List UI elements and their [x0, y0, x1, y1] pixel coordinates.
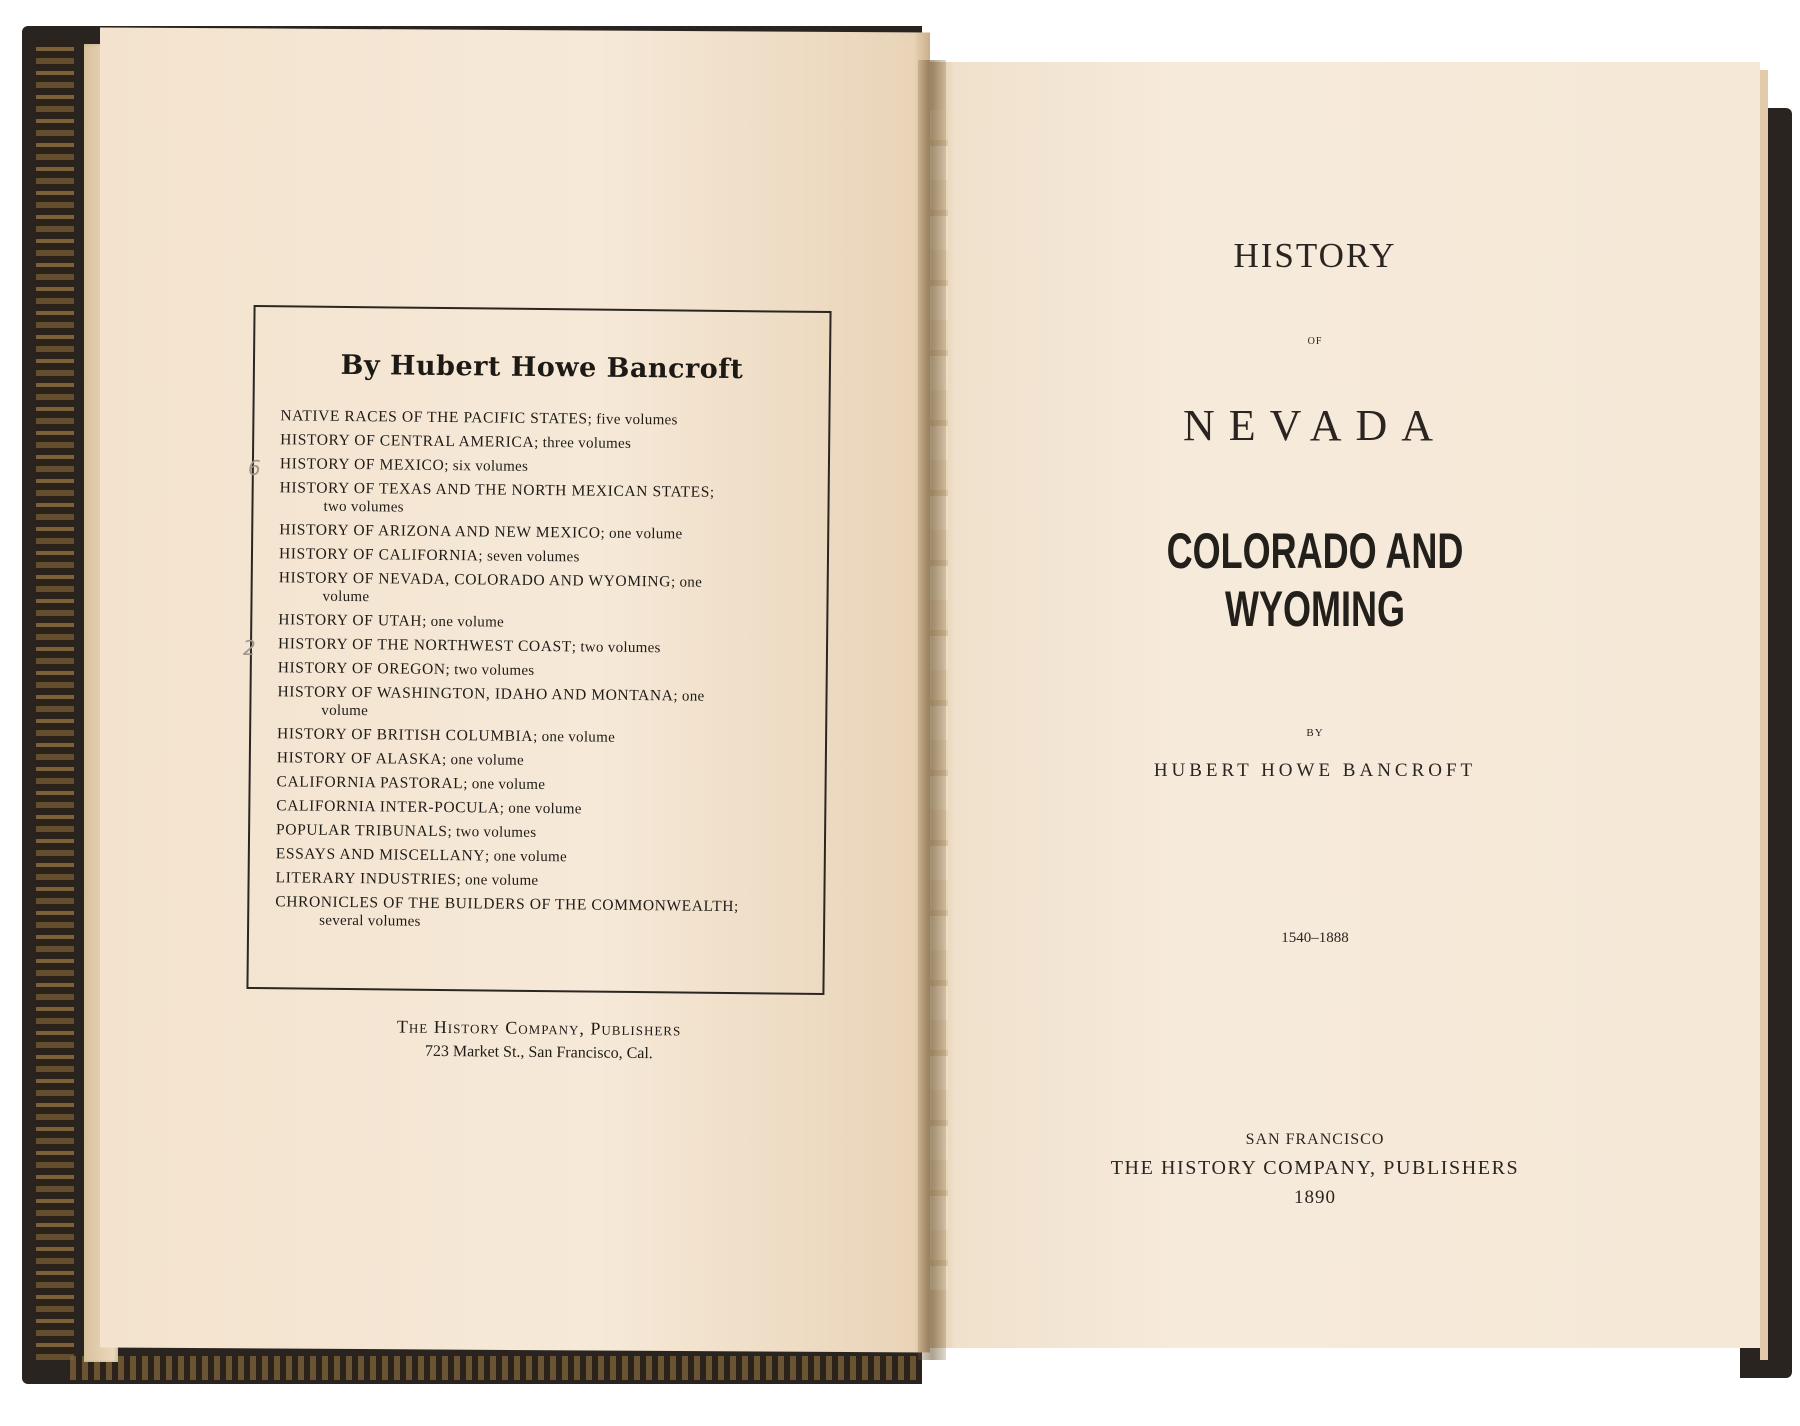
works-list-item — [277, 773, 807, 797]
work-volumes: ; one — [673, 688, 705, 705]
works-list-item — [276, 869, 806, 893]
pencil-mark: 2 — [243, 636, 256, 660]
gilt-spine-border — [36, 40, 74, 1360]
work-volumes: ; three volumes — [534, 434, 632, 452]
work-volumes: ; — [709, 484, 715, 501]
title-by: BY — [1306, 727, 1324, 739]
work-volumes: ; one volume — [485, 848, 568, 866]
work-title: HISTORY OF CENTRAL AMERICA — [280, 431, 535, 451]
work-title: CHRONICLES OF THE BUILDERS OF THE COMMONWEALTH — [275, 893, 735, 916]
right-page-stack — [1760, 70, 1768, 1360]
imprint-publisher: THE HISTORY COMPANY, PUBLISHERS — [1110, 1157, 1520, 1179]
work-title: CALIFORNIA INTER-POCULA — [276, 797, 500, 817]
works-list-item — [280, 455, 810, 479]
work-title: HISTORY OF ARIZONA AND NEW MEXICO — [279, 521, 601, 542]
work-title: LITERARY INDUSTRIES — [275, 869, 457, 889]
work-volumes: ; one volume — [441, 751, 525, 769]
gilt-bottom-border — [70, 1356, 922, 1380]
pencil-mark: 6 — [248, 456, 261, 480]
work-volumes: ; two volumes — [445, 662, 535, 679]
works-list-box — [246, 305, 831, 995]
work-title: NATIVE RACES OF THE PACIFIC STATES — [280, 407, 588, 428]
work-volumes: ; one volume — [422, 613, 505, 631]
work-title: HISTORY OF CALIFORNIA — [278, 545, 479, 565]
works-list-item — [278, 659, 808, 683]
works-list-item — [279, 521, 809, 545]
work-volumes-continued: volume — [322, 588, 370, 606]
works-list-item — [279, 479, 809, 521]
works-list-item — [277, 725, 807, 749]
work-volumes: ; one volume — [456, 872, 539, 890]
book-gutter — [918, 60, 946, 1360]
work-title: CALIFORNIA PASTORAL — [276, 773, 464, 793]
title-author: HUBERT HOWE BANCROFT — [1153, 760, 1477, 781]
title-years: 1540–1888 — [1281, 930, 1349, 946]
imprint-year: 1890 — [1294, 1187, 1336, 1208]
left-publisher-block — [250, 1015, 828, 1065]
title-of: OF — [1307, 336, 1323, 347]
work-title: HISTORY OF TEXAS AND THE NORTH MEXICAN STATES — [279, 479, 711, 501]
works-list-item — [278, 635, 808, 659]
work-title: POPULAR TRIBUNALS — [276, 821, 448, 841]
works-list — [275, 407, 811, 941]
work-volumes-continued: two volumes — [323, 498, 404, 516]
work-volumes: ; one volume — [600, 525, 683, 543]
works-list-item — [278, 569, 808, 611]
work-title: HISTORY OF THE NORTHWEST COAST — [277, 635, 572, 656]
work-volumes: ; one volume — [463, 776, 546, 794]
works-list-item — [280, 407, 810, 431]
work-title: HISTORY OF ALASKA — [276, 749, 443, 768]
work-volumes-continued: volume — [321, 702, 369, 720]
work-title: HISTORY OF NEVADA, COLORADO AND WYOMING — [278, 569, 672, 591]
works-list-item — [280, 431, 810, 455]
work-volumes: ; one volume — [499, 800, 582, 818]
work-volumes: ; two volumes — [447, 824, 537, 841]
works-list-item — [277, 683, 807, 725]
work-title: ESSAYS AND MISCELLANY — [275, 845, 486, 865]
imprint-city: SAN FRANCISCO — [1245, 1131, 1385, 1148]
work-volumes-continued: several volumes — [319, 912, 421, 930]
title-history: HISTORY — [1233, 236, 1397, 275]
works-list-item — [278, 611, 808, 635]
works-list-item — [275, 893, 805, 935]
work-volumes: ; five volumes — [587, 411, 678, 429]
works-list-item — [276, 845, 806, 869]
work-title: HISTORY OF BRITISH COLUMBIA — [277, 725, 534, 745]
work-volumes: ; two volumes — [571, 639, 661, 657]
work-volumes: ; six volumes — [444, 457, 529, 475]
works-list-item — [277, 749, 807, 773]
works-list-item — [276, 821, 806, 845]
title-nevada: NEVADA — [1182, 401, 1448, 450]
work-volumes: ; one — [670, 574, 703, 591]
work-title: HISTORY OF OREGON — [277, 659, 446, 679]
work-volumes: ; seven volumes — [478, 548, 580, 566]
box-title: By Hubert Howe Bancroft — [340, 349, 744, 386]
work-volumes: ; — [734, 899, 739, 916]
work-volumes: ; one volume — [533, 728, 616, 746]
title-colorado-wyoming: COLORADO AND WYOMING — [1166, 523, 1464, 637]
work-title: HISTORY OF MEXICO — [279, 455, 445, 474]
work-title: HISTORY OF UTAH — [278, 611, 423, 630]
works-list-item — [276, 797, 806, 821]
work-title: HISTORY OF WASHINGTON, IDAHO AND MONTANA — [277, 683, 674, 705]
left-publisher-address: 723 Market St., San Francisco, Cal. — [424, 1042, 653, 1063]
left-publisher-name: The History Company, Publishers — [396, 1016, 682, 1040]
works-list-item — [279, 545, 809, 569]
